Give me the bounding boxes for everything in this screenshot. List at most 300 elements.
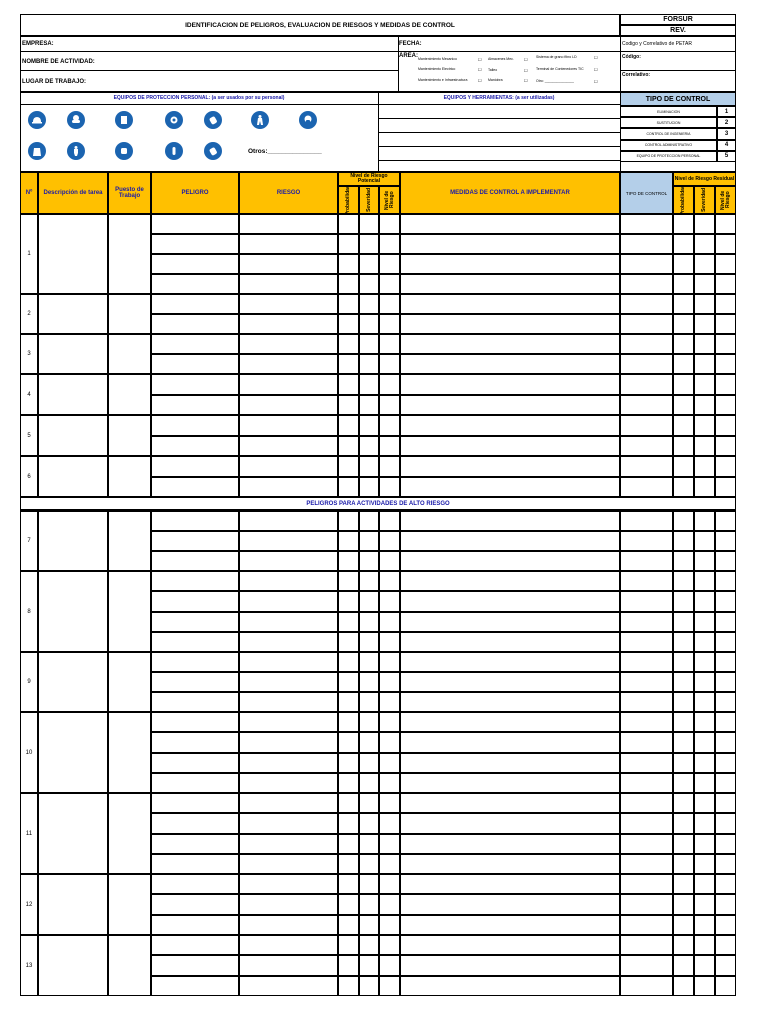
table-cell[interactable] — [620, 531, 673, 551]
table-cell[interactable] — [715, 915, 736, 935]
table-cell[interactable] — [715, 894, 736, 914]
table-cell[interactable] — [239, 354, 338, 374]
table-cell[interactable] — [715, 732, 736, 752]
table-cell[interactable] — [338, 834, 359, 854]
table-cell[interactable] — [379, 511, 400, 531]
table-cell[interactable] — [359, 935, 379, 955]
table-cell[interactable] — [694, 712, 715, 732]
table-cell[interactable] — [694, 551, 715, 571]
table-cell[interactable] — [400, 732, 620, 752]
table-cell[interactable] — [151, 477, 239, 498]
table-cell[interactable] — [239, 334, 338, 354]
table-cell[interactable] — [239, 854, 338, 874]
table-cell[interactable] — [338, 294, 359, 314]
table-cell[interactable] — [620, 214, 673, 234]
table-cell[interactable] — [620, 294, 673, 314]
table-cell[interactable] — [379, 612, 400, 632]
table-cell[interactable] — [620, 591, 673, 611]
table-cell[interactable] — [151, 456, 239, 477]
table-cell[interactable] — [338, 854, 359, 874]
table-cell[interactable] — [338, 753, 359, 773]
table-cell[interactable] — [400, 334, 620, 354]
table-cell[interactable] — [379, 874, 400, 894]
table-cell[interactable] — [715, 214, 736, 234]
table-cell[interactable] — [379, 652, 400, 672]
table-cell[interactable] — [151, 672, 239, 692]
table-cell[interactable] — [338, 652, 359, 672]
table-cell[interactable] — [694, 813, 715, 833]
table-cell[interactable] — [239, 612, 338, 632]
table-cell[interactable] — [400, 632, 620, 652]
table-cell[interactable] — [151, 854, 239, 874]
table-cell[interactable] — [715, 773, 736, 793]
table-cell[interactable] — [239, 692, 338, 712]
table-cell[interactable] — [239, 511, 338, 531]
table-cell[interactable] — [359, 955, 379, 975]
table-cell[interactable] — [620, 234, 673, 254]
table-cell[interactable] — [694, 571, 715, 591]
table-cell[interactable] — [400, 854, 620, 874]
table-cell[interactable] — [151, 254, 239, 274]
table-cell[interactable] — [379, 854, 400, 874]
puesto-cell[interactable] — [108, 652, 151, 712]
area-option[interactable]: Talleo — [488, 68, 498, 72]
table-cell[interactable] — [239, 874, 338, 894]
table-cell[interactable] — [239, 773, 338, 793]
table-cell[interactable] — [338, 214, 359, 234]
area-option[interactable]: Maniobra — [488, 78, 503, 82]
table-cell[interactable] — [400, 374, 620, 395]
table-cell[interactable] — [400, 571, 620, 591]
table-cell[interactable] — [338, 712, 359, 732]
table-cell[interactable] — [239, 456, 338, 477]
table-cell[interactable] — [151, 732, 239, 752]
descripcion-cell[interactable] — [38, 214, 108, 294]
table-cell[interactable] — [379, 477, 400, 498]
table-cell[interactable] — [379, 551, 400, 571]
table-cell[interactable] — [673, 334, 694, 354]
table-cell[interactable] — [359, 334, 379, 354]
table-cell[interactable] — [151, 935, 239, 955]
table-cell[interactable] — [359, 632, 379, 652]
table-cell[interactable] — [239, 571, 338, 591]
table-cell[interactable] — [715, 274, 736, 294]
table-cell[interactable] — [715, 511, 736, 531]
table-cell[interactable] — [620, 834, 673, 854]
table-cell[interactable] — [620, 314, 673, 334]
table-cell[interactable] — [620, 415, 673, 436]
table-cell[interactable] — [239, 214, 338, 234]
table-cell[interactable] — [379, 354, 400, 374]
table-cell[interactable] — [400, 354, 620, 374]
table-cell[interactable] — [239, 294, 338, 314]
table-cell[interactable] — [379, 436, 400, 457]
table-cell[interactable] — [379, 935, 400, 955]
table-cell[interactable] — [673, 652, 694, 672]
table-cell[interactable] — [694, 732, 715, 752]
table-cell[interactable] — [673, 395, 694, 416]
table-cell[interactable] — [400, 692, 620, 712]
descripcion-cell[interactable] — [38, 712, 108, 793]
table-cell[interactable] — [338, 672, 359, 692]
table-cell[interactable] — [715, 955, 736, 975]
table-cell[interactable] — [239, 254, 338, 274]
table-cell[interactable] — [151, 793, 239, 813]
table-cell[interactable] — [694, 793, 715, 813]
table-cell[interactable] — [338, 274, 359, 294]
table-cell[interactable] — [694, 773, 715, 793]
descripcion-cell[interactable] — [38, 793, 108, 874]
table-cell[interactable] — [379, 254, 400, 274]
table-cell[interactable] — [359, 612, 379, 632]
table-cell[interactable] — [379, 834, 400, 854]
table-cell[interactable] — [151, 214, 239, 234]
table-cell[interactable] — [359, 793, 379, 813]
table-cell[interactable] — [715, 672, 736, 692]
table-cell[interactable] — [673, 254, 694, 274]
table-cell[interactable] — [400, 612, 620, 632]
table-cell[interactable] — [694, 692, 715, 712]
descripcion-cell[interactable] — [38, 294, 108, 334]
puesto-cell[interactable] — [108, 214, 151, 294]
table-cell[interactable] — [715, 456, 736, 477]
table-cell[interactable] — [620, 551, 673, 571]
puesto-cell[interactable] — [108, 456, 151, 497]
table-cell[interactable] — [239, 753, 338, 773]
table-cell[interactable] — [400, 712, 620, 732]
table-cell[interactable] — [620, 571, 673, 591]
table-cell[interactable] — [673, 753, 694, 773]
checkbox[interactable]: ☐ — [478, 67, 482, 72]
table-cell[interactable] — [359, 834, 379, 854]
table-cell[interactable] — [338, 551, 359, 571]
table-cell[interactable] — [359, 254, 379, 274]
table-cell[interactable] — [338, 511, 359, 531]
table-cell[interactable] — [400, 314, 620, 334]
table-cell[interactable] — [673, 415, 694, 436]
table-cell[interactable] — [359, 374, 379, 395]
table-cell[interactable] — [620, 436, 673, 457]
table-cell[interactable] — [338, 477, 359, 498]
table-cell[interactable] — [715, 834, 736, 854]
table-cell[interactable] — [379, 753, 400, 773]
table-cell[interactable] — [673, 935, 694, 955]
table-cell[interactable] — [715, 234, 736, 254]
table-cell[interactable] — [673, 955, 694, 975]
otros-field[interactable]: Otros:_______________ — [248, 148, 322, 155]
table-cell[interactable] — [151, 234, 239, 254]
table-cell[interactable] — [694, 531, 715, 551]
table-cell[interactable] — [338, 254, 359, 274]
table-cell[interactable] — [673, 591, 694, 611]
table-cell[interactable] — [620, 612, 673, 632]
table-cell[interactable] — [694, 214, 715, 234]
table-cell[interactable] — [379, 672, 400, 692]
table-cell[interactable] — [359, 436, 379, 457]
table-cell[interactable] — [620, 395, 673, 416]
table-cell[interactable] — [694, 976, 715, 996]
table-cell[interactable] — [620, 874, 673, 894]
table-cell[interactable] — [338, 894, 359, 914]
table-cell[interactable] — [151, 551, 239, 571]
table-cell[interactable] — [715, 591, 736, 611]
table-cell[interactable] — [359, 456, 379, 477]
area-option[interactable]: Mantenimiento Electrico — [418, 67, 456, 71]
table-cell[interactable] — [379, 732, 400, 752]
table-cell[interactable] — [694, 334, 715, 354]
table-cell[interactable] — [694, 834, 715, 854]
table-cell[interactable] — [151, 692, 239, 712]
table-cell[interactable] — [338, 813, 359, 833]
table-cell[interactable] — [400, 652, 620, 672]
table-cell[interactable] — [338, 692, 359, 712]
table-cell[interactable] — [359, 854, 379, 874]
table-cell[interactable] — [673, 571, 694, 591]
table-cell[interactable] — [620, 793, 673, 813]
checkbox[interactable]: ☐ — [594, 79, 598, 84]
checkbox[interactable]: ☐ — [478, 78, 482, 83]
table-cell[interactable] — [673, 234, 694, 254]
table-cell[interactable] — [400, 436, 620, 457]
table-cell[interactable] — [620, 254, 673, 274]
table-cell[interactable] — [379, 955, 400, 975]
table-cell[interactable] — [673, 874, 694, 894]
table-cell[interactable] — [379, 531, 400, 551]
table-cell[interactable] — [359, 415, 379, 436]
table-cell[interactable] — [239, 395, 338, 416]
table-cell[interactable] — [239, 234, 338, 254]
table-cell[interactable] — [151, 591, 239, 611]
table-cell[interactable] — [359, 692, 379, 712]
table-cell[interactable] — [673, 294, 694, 314]
table-cell[interactable] — [673, 612, 694, 632]
table-cell[interactable] — [620, 652, 673, 672]
table-cell[interactable] — [673, 214, 694, 234]
table-cell[interactable] — [400, 976, 620, 996]
table-cell[interactable] — [338, 632, 359, 652]
table-cell[interactable] — [400, 955, 620, 975]
area-option[interactable]: Terminal de Contenedores TIC — [536, 67, 584, 71]
table-cell[interactable] — [239, 652, 338, 672]
area-option[interactable]: Mantenimiento e Infraestructura — [418, 78, 468, 82]
table-cell[interactable] — [400, 511, 620, 531]
table-cell[interactable] — [338, 314, 359, 334]
table-cell[interactable] — [694, 915, 715, 935]
table-cell[interactable] — [620, 334, 673, 354]
table-cell[interactable] — [239, 551, 338, 571]
table-cell[interactable] — [359, 591, 379, 611]
table-cell[interactable] — [151, 415, 239, 436]
table-cell[interactable] — [151, 632, 239, 652]
descripcion-cell[interactable] — [38, 571, 108, 652]
table-cell[interactable] — [694, 672, 715, 692]
table-cell[interactable] — [673, 732, 694, 752]
descripcion-cell[interactable] — [38, 374, 108, 415]
table-cell[interactable] — [338, 531, 359, 551]
table-cell[interactable] — [379, 712, 400, 732]
table-cell[interactable] — [151, 612, 239, 632]
table-cell[interactable] — [694, 874, 715, 894]
table-cell[interactable] — [359, 894, 379, 914]
table-cell[interactable] — [359, 551, 379, 571]
table-cell[interactable] — [715, 652, 736, 672]
table-cell[interactable] — [694, 294, 715, 314]
table-cell[interactable] — [673, 274, 694, 294]
table-cell[interactable] — [673, 314, 694, 334]
table-cell[interactable] — [151, 773, 239, 793]
table-cell[interactable] — [379, 915, 400, 935]
table-cell[interactable] — [694, 753, 715, 773]
table-cell[interactable] — [673, 672, 694, 692]
table-cell[interactable] — [338, 456, 359, 477]
table-cell[interactable] — [400, 773, 620, 793]
table-cell[interactable] — [359, 712, 379, 732]
table-cell[interactable] — [673, 456, 694, 477]
table-cell[interactable] — [379, 395, 400, 416]
table-cell[interactable] — [694, 354, 715, 374]
table-cell[interactable] — [359, 294, 379, 314]
table-cell[interactable] — [379, 813, 400, 833]
table-cell[interactable] — [239, 834, 338, 854]
table-cell[interactable] — [151, 294, 239, 314]
table-cell[interactable] — [379, 773, 400, 793]
table-cell[interactable] — [715, 612, 736, 632]
puesto-cell[interactable] — [108, 935, 151, 996]
checkbox[interactable]: ☐ — [524, 68, 528, 73]
table-cell[interactable] — [400, 813, 620, 833]
table-cell[interactable] — [694, 254, 715, 274]
table-cell[interactable] — [694, 274, 715, 294]
table-cell[interactable] — [359, 915, 379, 935]
table-cell[interactable] — [239, 955, 338, 975]
table-cell[interactable] — [620, 732, 673, 752]
table-cell[interactable] — [620, 692, 673, 712]
table-cell[interactable] — [715, 477, 736, 498]
table-cell[interactable] — [694, 935, 715, 955]
table-cell[interactable] — [379, 234, 400, 254]
table-cell[interactable] — [694, 894, 715, 914]
table-cell[interactable] — [379, 415, 400, 436]
table-cell[interactable] — [151, 915, 239, 935]
table-cell[interactable] — [715, 874, 736, 894]
table-cell[interactable] — [715, 551, 736, 571]
table-cell[interactable] — [151, 874, 239, 894]
table-cell[interactable] — [620, 894, 673, 914]
descripcion-cell[interactable] — [38, 935, 108, 996]
table-cell[interactable] — [338, 935, 359, 955]
table-cell[interactable] — [338, 773, 359, 793]
table-cell[interactable] — [359, 874, 379, 894]
table-cell[interactable] — [379, 571, 400, 591]
table-cell[interactable] — [400, 477, 620, 498]
table-cell[interactable] — [359, 672, 379, 692]
puesto-cell[interactable] — [108, 294, 151, 334]
table-cell[interactable] — [620, 672, 673, 692]
table-cell[interactable] — [400, 214, 620, 234]
table-cell[interactable] — [239, 477, 338, 498]
table-cell[interactable] — [379, 214, 400, 234]
table-cell[interactable] — [359, 773, 379, 793]
table-cell[interactable] — [239, 793, 338, 813]
table-cell[interactable] — [620, 976, 673, 996]
table-cell[interactable] — [359, 732, 379, 752]
table-cell[interactable] — [715, 712, 736, 732]
table-cell[interactable] — [715, 415, 736, 436]
table-cell[interactable] — [673, 354, 694, 374]
checkbox[interactable]: ☐ — [478, 57, 482, 62]
table-cell[interactable] — [239, 591, 338, 611]
table-cell[interactable] — [620, 935, 673, 955]
table-cell[interactable] — [359, 571, 379, 591]
table-cell[interactable] — [359, 976, 379, 996]
table-cell[interactable] — [338, 415, 359, 436]
table-cell[interactable] — [359, 511, 379, 531]
table-cell[interactable] — [694, 955, 715, 975]
table-cell[interactable] — [673, 854, 694, 874]
table-cell[interactable] — [151, 531, 239, 551]
table-cell[interactable] — [151, 712, 239, 732]
table-cell[interactable] — [715, 294, 736, 314]
table-cell[interactable] — [694, 234, 715, 254]
table-cell[interactable] — [400, 294, 620, 314]
table-cell[interactable] — [620, 753, 673, 773]
table-cell[interactable] — [673, 976, 694, 996]
table-cell[interactable] — [400, 274, 620, 294]
table-cell[interactable] — [359, 214, 379, 234]
table-cell[interactable] — [715, 935, 736, 955]
table-cell[interactable] — [239, 274, 338, 294]
table-cell[interactable] — [359, 395, 379, 416]
table-cell[interactable] — [673, 712, 694, 732]
table-cell[interactable] — [359, 354, 379, 374]
descripcion-cell[interactable] — [38, 511, 108, 571]
table-cell[interactable] — [151, 652, 239, 672]
table-cell[interactable] — [694, 612, 715, 632]
table-cell[interactable] — [151, 834, 239, 854]
table-cell[interactable] — [151, 955, 239, 975]
table-cell[interactable] — [239, 314, 338, 334]
table-cell[interactable] — [151, 334, 239, 354]
table-cell[interactable] — [620, 477, 673, 498]
table-cell[interactable] — [400, 254, 620, 274]
table-cell[interactable] — [379, 793, 400, 813]
table-cell[interactable] — [715, 436, 736, 457]
table-cell[interactable] — [715, 793, 736, 813]
table-cell[interactable] — [338, 436, 359, 457]
checkbox[interactable]: ☐ — [594, 67, 598, 72]
table-cell[interactable] — [239, 632, 338, 652]
table-cell[interactable] — [379, 591, 400, 611]
table-cell[interactable] — [400, 672, 620, 692]
table-cell[interactable] — [715, 354, 736, 374]
table-cell[interactable] — [151, 813, 239, 833]
table-cell[interactable] — [379, 894, 400, 914]
table-cell[interactable] — [620, 854, 673, 874]
table-cell[interactable] — [359, 234, 379, 254]
descripcion-cell[interactable] — [38, 652, 108, 712]
table-cell[interactable] — [620, 511, 673, 531]
table-cell[interactable] — [715, 854, 736, 874]
table-cell[interactable] — [338, 955, 359, 975]
table-cell[interactable] — [673, 915, 694, 935]
table-cell[interactable] — [715, 254, 736, 274]
table-cell[interactable] — [673, 436, 694, 457]
table-cell[interactable] — [620, 773, 673, 793]
table-cell[interactable] — [338, 334, 359, 354]
puesto-cell[interactable] — [108, 874, 151, 935]
table-cell[interactable] — [151, 976, 239, 996]
table-cell[interactable] — [239, 894, 338, 914]
